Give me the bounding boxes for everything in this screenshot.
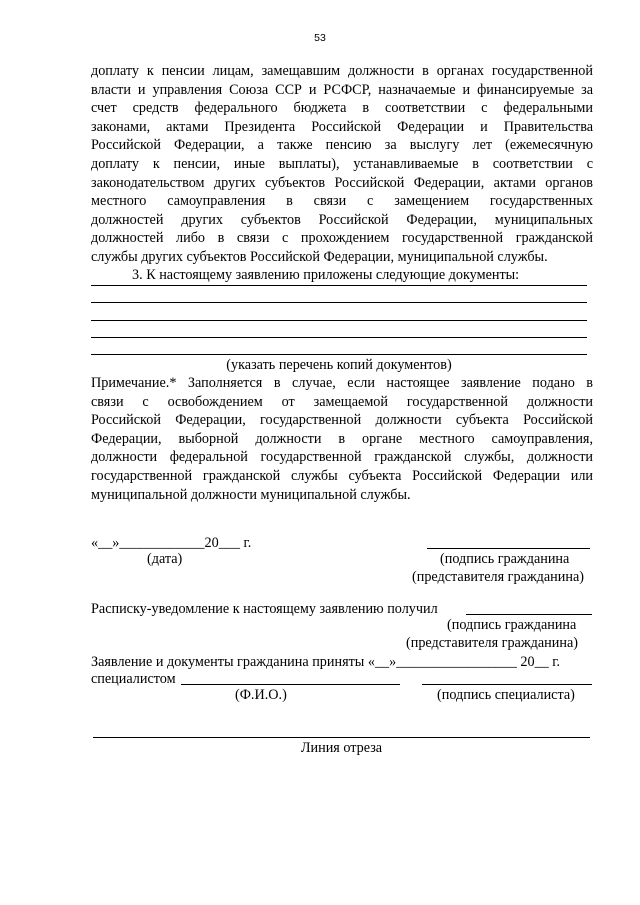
page-number: 53 [314, 32, 326, 44]
paragraph-line: должностей либо в связи с прохождением государственной гражданской [91, 230, 593, 247]
date-field[interactable]: «__»____________20___ г. [91, 535, 252, 551]
paragraph-line: власти и управления Союза ССР и РСФСР, назначаемые и финансируемые за [91, 81, 593, 98]
paragraph-line: местного самоуправления в связи с замещением государственных [91, 193, 593, 210]
cut-line-label: Линия отреза [300, 740, 383, 756]
paragraph-line: законами, актами Президента Российской Федерации и Правительства [91, 118, 593, 135]
citizen-signature-caption: (подпись гражданина [440, 551, 570, 567]
specialist-label: специалистом [91, 671, 176, 687]
documents-hint: (указать перечень копий документов) [226, 357, 452, 373]
document-line[interactable] [91, 337, 587, 338]
paragraph-line: службы других субъектов Российской Федерации, муниципальной службы. [91, 248, 548, 265]
fio-caption: (Ф.И.О.) [235, 687, 287, 703]
paragraph-line: доплату к пенсии лицам, замещавшим должности в органах государственной [91, 63, 593, 79]
paragraph-pension [91, 62, 593, 267]
receipt-representative-caption: (представителя гражданина) [406, 635, 578, 651]
specialist-signature-caption: (подпись специалиста) [437, 687, 575, 703]
document-line[interactable] [91, 285, 587, 286]
note-line: Примечание.* Заполняется в случае, если настоящее заявление подано в [91, 375, 593, 391]
document-line[interactable] [91, 302, 587, 303]
paragraph-line: должностей других субъектов Российской Федерации, муниципальных [91, 211, 593, 228]
note-line: связи с освобождением от замещаемой государственной должности [91, 393, 593, 410]
specialist-name-line[interactable] [181, 684, 400, 685]
note-line: должности федеральной государственной гражданской службы, должности [91, 449, 593, 466]
paragraph-line: счет средств федерального бюджета в соответствии с федеральными [91, 100, 593, 117]
document-line[interactable] [91, 320, 587, 321]
document-line[interactable] [91, 354, 587, 355]
cut-line [93, 737, 590, 738]
paragraph-line: законодательством других субъектов Российской Федерации, актами органов [91, 174, 593, 191]
receipt-signature-line[interactable] [466, 614, 592, 615]
accepted-text: Заявление и документы гражданина приняты «__»_________________ 20__ г. [91, 654, 561, 670]
note-line: муниципальной должности муниципальной службы. [91, 486, 411, 503]
specialist-signature-line[interactable] [422, 684, 592, 685]
paragraph-line: Российской Федерации, а также пенсию за выслугу лет (ежемесячную [91, 137, 593, 154]
citizen-representative-caption: (представителя гражданина) [412, 569, 584, 585]
note-line: государственной гражданской службы субъекта Российской Федерации или [91, 467, 593, 484]
receipt-text: Расписку-уведомление к настоящему заявлению получил [91, 601, 438, 617]
note-line: Российской Федерации, государственной должности субъекта Российской [91, 412, 593, 429]
note-paragraph [91, 374, 593, 504]
paragraph-line: доплату к пенсии, иные выплаты), устанавливаемые в соответствии с [91, 155, 593, 172]
date-caption: (дата) [147, 551, 183, 567]
note-line: Федерации, выборной должности в органе местного самоуправления, [91, 430, 593, 447]
citizen-signature-line[interactable] [427, 548, 590, 549]
receipt-signature-caption: (подпись гражданина [447, 617, 577, 633]
item-3-attachments: 3. К настоящему заявлению приложены следующие документы: [132, 267, 520, 283]
